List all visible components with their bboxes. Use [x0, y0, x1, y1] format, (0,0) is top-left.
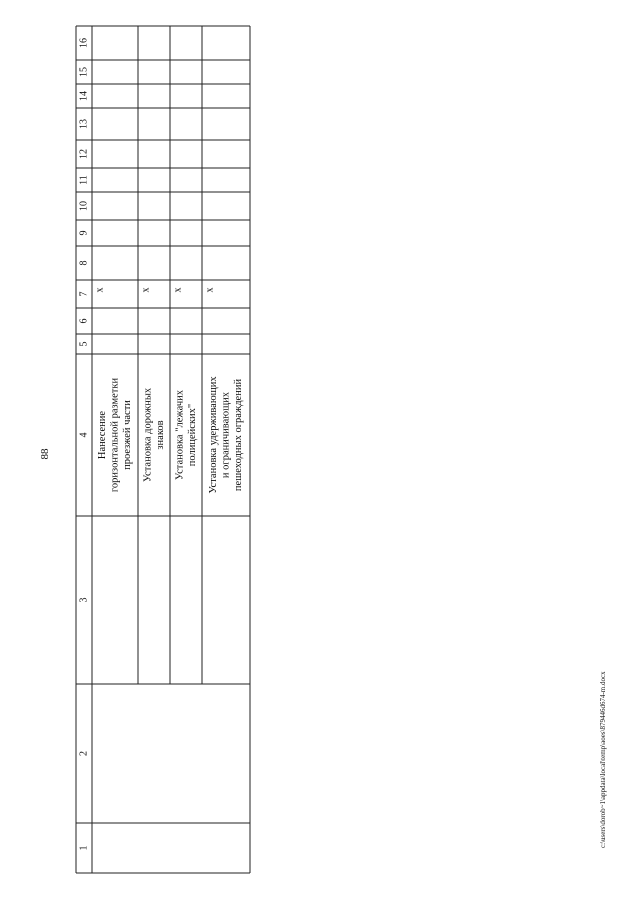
- column-number-1: 1: [78, 845, 90, 851]
- column-number-14: 14: [78, 91, 90, 101]
- row-1-description-line: Нанесение: [97, 410, 108, 460]
- column-number-9: 9: [78, 230, 90, 236]
- column-number-6: 6: [78, 318, 90, 324]
- row-4-description-line: пешеходных ограждений: [233, 378, 244, 492]
- row-4-description-line: Установка удерживающих: [208, 376, 219, 494]
- column-number-15: 15: [78, 67, 90, 77]
- column-number-3: 3: [78, 597, 90, 603]
- row-3-description-line: Установка "лежачих: [174, 389, 186, 481]
- column-number-8: 8: [78, 260, 90, 266]
- row-1-col7-mark: x: [94, 287, 106, 293]
- row-4-description-line: и ограничивающих: [220, 391, 232, 479]
- column-number-4: 4: [78, 432, 90, 438]
- footer-file-path: c:\users\dorob~1\appdata\local\temp\aoes\879446d674-m.docx: [599, 671, 607, 848]
- row-2-description-line: Установка дорожных: [142, 387, 154, 483]
- row-3-description-line: полицейских": [186, 403, 198, 467]
- row-3-col7-mark: x: [172, 287, 184, 293]
- row-4-col7-mark: x: [204, 287, 216, 293]
- page-number: 88: [39, 448, 51, 460]
- column-number-12: 12: [78, 149, 90, 159]
- row-2-description-line: знаков: [154, 420, 166, 450]
- column-number-11: 11: [78, 175, 90, 185]
- row-1-description-line: проезжей части: [122, 400, 133, 470]
- row-2-col7-mark: x: [140, 287, 152, 293]
- column-number-10: 10: [78, 201, 90, 211]
- column-number-16: 16: [78, 38, 90, 48]
- column-number-2: 2: [78, 751, 90, 756]
- column-number-7: 7: [78, 291, 90, 297]
- row-1-description-line: горизонтальной разметки: [109, 377, 121, 493]
- column-number-13: 13: [78, 119, 90, 129]
- column-number-5: 5: [78, 341, 90, 347]
